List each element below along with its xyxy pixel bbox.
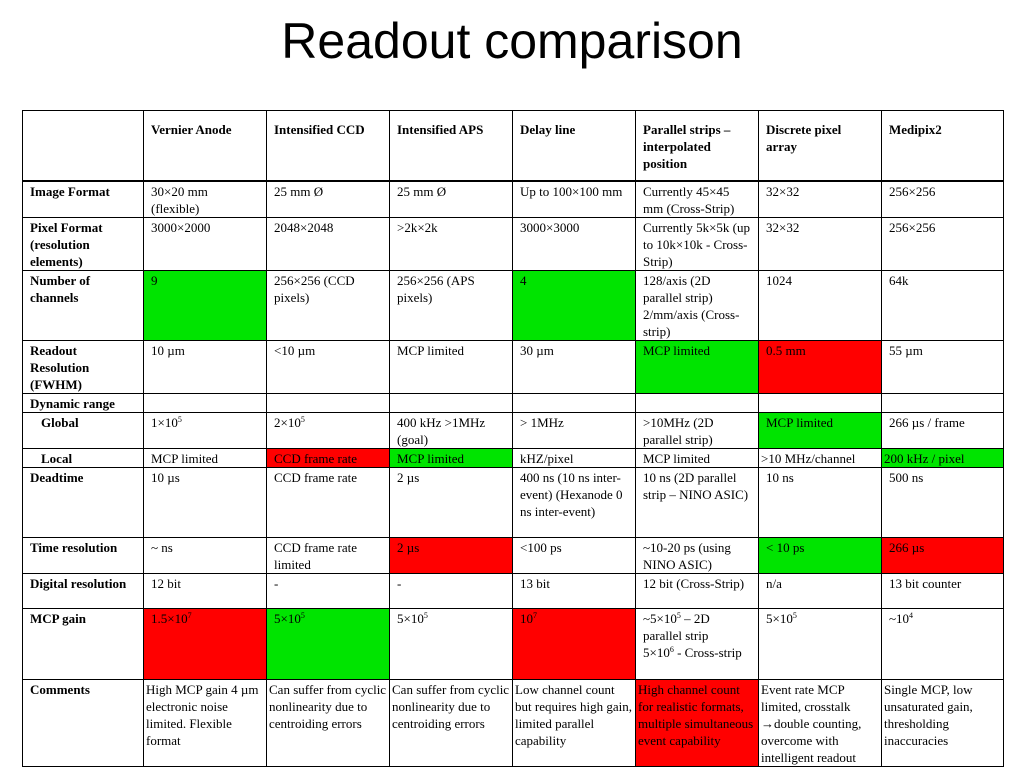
exponent: 5	[300, 610, 305, 620]
table-cell: 0.5 mm	[759, 340, 882, 393]
table-cell	[636, 608, 759, 679]
table-cell: 4	[513, 270, 636, 340]
table-cell: CCD frame rate limited	[267, 537, 390, 573]
row-label: Dynamic range	[23, 393, 144, 412]
table-cell: 10 µm	[144, 340, 267, 393]
table-cell: <10 µm	[267, 340, 390, 393]
table-cell	[144, 608, 267, 679]
cell-text: 1.5×10	[151, 610, 188, 626]
readout-comparison-table	[22, 110, 1004, 767]
table-cell	[513, 393, 636, 412]
table-cell: 3000×2000	[144, 217, 267, 270]
row-label: Deadtime	[23, 467, 144, 537]
table-cell: 266 µs	[882, 537, 1004, 573]
table-cell: 266 µs / frame	[882, 412, 1004, 448]
table-row	[23, 217, 1004, 270]
table-cell: 30 µm	[513, 340, 636, 393]
table-row	[23, 340, 1004, 393]
table-cell: 128/axis (2D parallel strip) 2/mm/axis (Cross-strip)	[636, 270, 759, 340]
table-cell: 2048×2048	[267, 217, 390, 270]
table-cell: 55 µm	[882, 340, 1004, 393]
column-header: Intensified CCD	[267, 111, 390, 181]
table-cell: High channel count for realistic formats, multiple simultaneous event capability	[636, 679, 759, 766]
table-cell	[513, 608, 636, 679]
exponent: 4	[909, 610, 914, 620]
table-cell: ~ ns	[144, 537, 267, 573]
table-row	[23, 679, 1004, 766]
table-row	[23, 448, 1004, 467]
table-row	[23, 181, 1004, 218]
table-cell: 13 bit counter	[882, 573, 1004, 608]
exponent: 7	[533, 610, 537, 620]
table-cell: 256×256 (CCD pixels)	[267, 270, 390, 340]
cell-text: 10	[520, 610, 533, 626]
table-cell	[144, 393, 267, 412]
exponent: 5	[423, 610, 428, 620]
row-label: Image Format	[23, 181, 144, 218]
column-header: Parallel strips – interpolated position	[636, 111, 759, 181]
row-label: Pixel Format (resolution elements)	[23, 217, 144, 270]
table-cell: MCP limited	[636, 448, 759, 467]
table-cell: 32×32	[759, 181, 882, 218]
table-cell	[144, 412, 267, 448]
cell-text: 1×10	[151, 414, 178, 430]
table-cell: MCP limited	[636, 340, 759, 393]
table-row	[23, 573, 1004, 608]
row-label: Local	[23, 448, 144, 467]
table-cell: 10 µs	[144, 467, 267, 537]
table-cell: 25 mm Ø	[390, 181, 513, 218]
table-cell: CCD frame rate	[267, 467, 390, 537]
table-cell: Up to 100×100 mm	[513, 181, 636, 218]
exponent: 6	[669, 644, 674, 654]
table-row	[23, 467, 1004, 537]
table-cell: -	[390, 573, 513, 608]
exponent: 5	[676, 610, 681, 620]
table-cell: 12 bit	[144, 573, 267, 608]
table-cell	[267, 608, 390, 679]
table-cell: Currently 45×45 mm (Cross-Strip)	[636, 181, 759, 218]
table-cell: 10 ns (2D parallel strip – NINO ASIC)	[636, 467, 759, 537]
cell-text: 2×10	[274, 414, 301, 430]
cell-text: 5×10	[397, 610, 424, 626]
row-label: Number of channels	[23, 270, 144, 340]
cell-text: – 2D parallel strip	[643, 610, 710, 643]
table-cell	[636, 393, 759, 412]
column-header: Delay line	[513, 111, 636, 181]
table-cell: 2 µs	[390, 467, 513, 537]
table-cell: 1024	[759, 270, 882, 340]
table-cell: 30×20 mm (flexible)	[144, 181, 267, 218]
header-corner	[23, 111, 144, 181]
cell-text: - Cross-strip	[673, 644, 742, 660]
table-cell: Event rate MCP limited, crosstalk →double counting, overcome with intelligent readout	[759, 679, 882, 766]
exponent: 7	[187, 610, 192, 620]
table-cell: >2k×2k	[390, 217, 513, 270]
table-cell: 64k	[882, 270, 1004, 340]
row-label: MCP gain	[23, 608, 144, 679]
header-row	[23, 111, 1004, 181]
table-cell: MCP limited	[390, 448, 513, 467]
cell-text: 5×10	[643, 644, 670, 660]
table-cell: High MCP gain 4 µm electronic noise limited. Flexible format	[144, 679, 267, 766]
table-cell: 13 bit	[513, 573, 636, 608]
table-cell	[759, 608, 882, 679]
table-cell: Low channel count but requires high gain, limited parallel capability	[513, 679, 636, 766]
table-cell: 9	[144, 270, 267, 340]
table-cell	[759, 393, 882, 412]
table-cell: 400 ns (10 ns inter-event) (Hexanode 0 ns inter-event)	[513, 467, 636, 537]
column-header: Vernier Anode	[144, 111, 267, 181]
table-cell: 12 bit (Cross-Strip)	[636, 573, 759, 608]
table-cell: kHZ/pixel	[513, 448, 636, 467]
table-cell: >10MHz (2D parallel strip)	[636, 412, 759, 448]
exponent: 5	[177, 414, 182, 424]
table-row	[23, 608, 1004, 679]
table-cell: > 1MHz	[513, 412, 636, 448]
column-header: Medipix2	[882, 111, 1004, 181]
table-cell: n/a	[759, 573, 882, 608]
table-cell: 25 mm Ø	[267, 181, 390, 218]
cell-text: 5×10	[766, 610, 793, 626]
row-label: Comments	[23, 679, 144, 766]
table-cell: MCP limited	[390, 340, 513, 393]
table-cell	[882, 608, 1004, 679]
table-cell: MCP limited	[144, 448, 267, 467]
table-row	[23, 412, 1004, 448]
table-cell: 3000×3000	[513, 217, 636, 270]
table-cell: Can suffer from cyclic nonlinearity due to centroiding errors	[390, 679, 513, 766]
table-cell: Can suffer from cyclic nonlinearity due to centroiding errors	[267, 679, 390, 766]
table-cell: ~10-20 ps (using NINO ASIC)	[636, 537, 759, 573]
table-cell: 256×256	[882, 217, 1004, 270]
table-cell: 400 kHz >1MHz (goal)	[390, 412, 513, 448]
column-header: Intensified APS	[390, 111, 513, 181]
table-cell: 200 kHz / pixel	[882, 448, 1004, 467]
row-label: Digital resolution	[23, 573, 144, 608]
table-cell: -	[267, 573, 390, 608]
exponent: 5	[792, 610, 797, 620]
table-cell: < 10 ps	[759, 537, 882, 573]
row-label: Global	[23, 412, 144, 448]
table-cell: 256×256 (APS pixels)	[390, 270, 513, 340]
table-row	[23, 270, 1004, 340]
row-label: Readout Resolution (FWHM)	[23, 340, 144, 393]
cell-text: ~5×10	[643, 610, 677, 626]
table-cell: 32×32	[759, 217, 882, 270]
table-cell: 500 ns	[882, 467, 1004, 537]
table-cell	[267, 393, 390, 412]
table-row	[23, 537, 1004, 573]
cell-text: ~10	[889, 610, 910, 626]
table-cell	[882, 393, 1004, 412]
table-cell	[390, 393, 513, 412]
table-cell: MCP limited	[759, 412, 882, 448]
exponent: 5	[300, 414, 305, 424]
table-cell: Single MCP, low unsaturated gain, thresholding inaccuracies	[882, 679, 1004, 766]
table-cell	[267, 412, 390, 448]
table-cell: 10 ns	[759, 467, 882, 537]
table-cell: Currently 5k×5k (up to 10k×10k - Cross-Strip)	[636, 217, 759, 270]
cell-text: 5×10	[274, 610, 301, 626]
row-label: Time resolution	[23, 537, 144, 573]
table-cell: CCD frame rate	[267, 448, 390, 467]
table-cell: <100 ps	[513, 537, 636, 573]
table-cell: 256×256	[882, 181, 1004, 218]
column-header: Discrete pixel array	[759, 111, 882, 181]
page-title: Readout comparison	[281, 13, 743, 69]
table-cell	[390, 608, 513, 679]
table-cell: 2 µs	[390, 537, 513, 573]
table-row	[23, 393, 1004, 412]
table-cell: >10 MHz/channel	[759, 448, 882, 467]
